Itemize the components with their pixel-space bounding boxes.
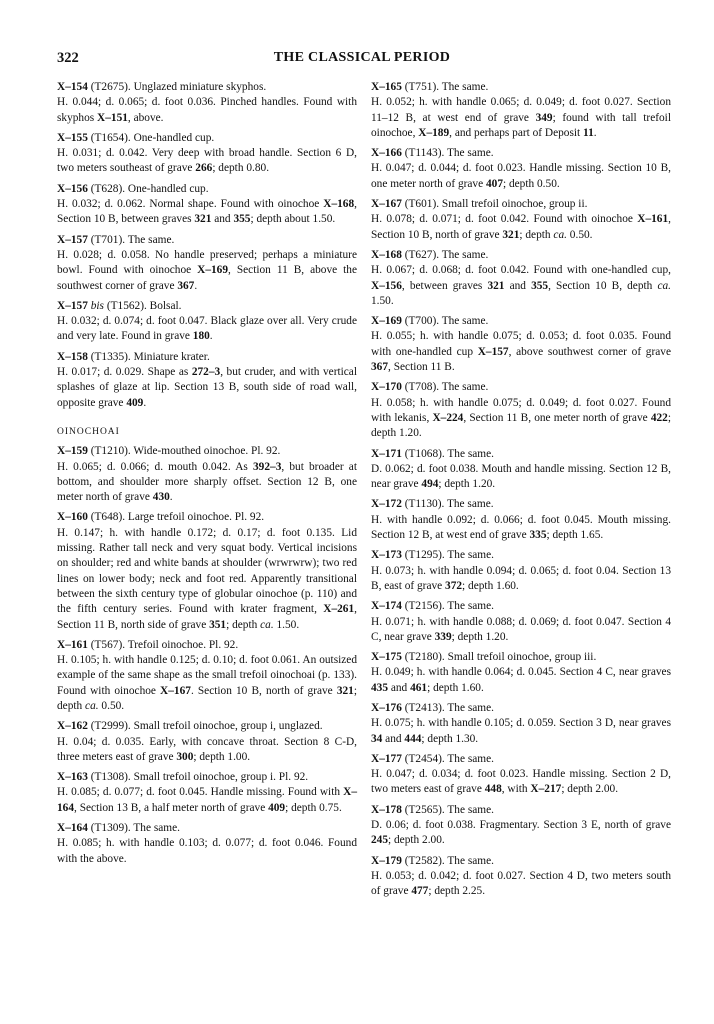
catalog-entry xyxy=(371,650,671,696)
catalog-entry xyxy=(57,638,357,714)
entry-title: X–160 (T648). Large trefoil oinochoe. Pl. 92. xyxy=(57,511,265,524)
catalog-entry xyxy=(371,752,671,798)
entry-body: H. 0.049; h. with handle 0.064; d. 0.045. Section 4 C, near graves 435 and 461; depth 1.60. xyxy=(371,666,671,694)
catalog-entry xyxy=(371,497,671,543)
catalog-entry xyxy=(57,80,357,126)
catalog-entry xyxy=(57,770,357,816)
entry-title: X–164 (T1309). The same. xyxy=(57,822,180,835)
catalog-entry xyxy=(371,248,671,309)
section-heading: OINOCHOAI xyxy=(57,426,120,437)
entry-title: X–175 (T2180). Small trefoil oinochoe, group iii. xyxy=(371,651,597,664)
entry-body: H. 0.073; h. with handle 0.094; d. 0.065; d. foot 0.04. Section 13 B, east of grave 372; depth 1.60. xyxy=(371,564,671,592)
entry-body: H. with handle 0.092; d. 0.066; d. foot 0.045. Mouth missing. Section 12 B, at west end of grave 335; depth 1.65. xyxy=(371,513,671,542)
entry-body: H. 0.105; h. with handle 0.125; d. 0.10; d. foot 0.061. An outsized example of the same shape as the small trefoil oinochoai (p. 133). Found with oinochoe X–167. Section 10 B, north of grave 321; depth ca. 0.50. xyxy=(57,654,357,712)
catalog-entry xyxy=(371,197,671,243)
entry-body: H. 0.055; h. with handle 0.075; d. 0.053; d. foot 0.035. Found with one-handled cup X–157, above southwest corner of grave 367, Section 11 B. xyxy=(371,330,671,374)
entry-title: X–158 (T1335). Miniature krater. xyxy=(57,350,210,363)
entry-body: H. 0.017; d. 0.029. Shape as 272–3, but cruder, and with vertical splashes of glaze at lip. Section 13 B, south side of road wall, opposite grave 409. xyxy=(57,366,357,409)
catalog-entry xyxy=(57,444,357,505)
catalog-entry xyxy=(57,299,357,345)
entry-body: H. 0.047; d. 0.034; d. foot 0.023. Handle missing. Section 2 D, two meters east of grave 448, with X–217; depth 2.00. xyxy=(371,768,671,796)
entry-title: X–171 (T1068). The same. xyxy=(371,447,494,460)
right-column xyxy=(371,80,671,905)
entry-title: X–177 (T2454). The same. xyxy=(371,752,494,765)
catalog-entry xyxy=(371,803,671,849)
catalog-entry xyxy=(57,233,357,294)
catalog-entry xyxy=(371,854,671,900)
left-entries-before xyxy=(57,80,357,411)
entry-body: H. 0.058; h. with handle 0.075; d. 0.049; d. foot 0.027. Found with lekanis, X–224, Section 11 B, one meter north of grave 422; depth 1.20. xyxy=(371,396,671,440)
entry-title: X–179 (T2582). The same. xyxy=(371,854,494,867)
entry-body: H. 0.031; d. 0.042. Very deep with broad handle. Section 6 D, two meters southeast of grave 266; depth 0.80. xyxy=(57,147,357,175)
entry-title: X–162 (T2999). Small trefoil oinochoe, group i, unglazed. xyxy=(57,720,323,733)
entry-body: D. 0.062; d. foot 0.038. Mouth and handle missing. Section 12 B, near grave 494; depth 1.20. xyxy=(371,462,671,491)
page-number: 322 xyxy=(57,50,79,66)
catalog-entry xyxy=(371,80,671,141)
entry-body: H. 0.067; d. 0.068; d. foot 0.042. Found with one-handled cup, X–156, between graves 321 and 355, Section 10 B, depth ca. 1.50. xyxy=(371,264,671,307)
entry-body: H. 0.053; d. 0.042; d. foot 0.027. Section 4 D, two meters south of grave 477; depth 2.25. xyxy=(371,869,671,898)
catalog-entry xyxy=(57,510,357,632)
entry-title: X–154 (T2675). Unglazed miniature skyphos. xyxy=(57,81,267,93)
catalog-entry xyxy=(371,599,671,645)
entry-title: X–168 (T627). The same. xyxy=(371,248,489,261)
catalog-entry xyxy=(57,350,357,411)
catalog-entry xyxy=(57,719,357,765)
entry-body: H. 0.085; h. with handle 0.103; d. 0.077; d. foot 0.046. Found with the above. xyxy=(57,837,357,865)
entry-body: H. 0.065; d. 0.066; d. mouth 0.042. As 392–3, but broader at bottom, and shoulder more sharply offset. Section 12 B, one meter north of grave 430. xyxy=(57,460,357,504)
entry-body: H. 0.032; d. 0.074; d. foot 0.047. Black glaze over all. Very crude and very late. Found in grave 180. xyxy=(57,315,357,343)
entry-body: D. 0.06; d. foot 0.038. Fragmentary. Section 3 E, north of grave 245; depth 2.00. xyxy=(371,819,671,847)
entry-body: H. 0.147; h. with handle 0.172; d. 0.17; d. foot 0.135. Lid missing. Rather tall neck and very squat body. Vertical incisions on shoulder; red and white bands at shoulder (wrwrwrw); two red lines on lower body; neck and foot red. Apparently transitional between the sixth century type of globular oinochoe (p. 110) and the fifth century series. Found with krater fragment, X–261, Section 11 B, north side of grave 351; depth ca. 1.50. xyxy=(57,526,357,631)
entry-title: X–167 (T601). Small trefoil oinochoe, group ii. xyxy=(371,198,588,211)
entry-body: H. 0.078; d. 0.071; d. foot 0.042. Found with oinochoe X–161, Section 10 B, north of grave 321; depth ca. 0.50. xyxy=(371,213,671,241)
catalog-entry xyxy=(371,548,671,594)
entry-title: X–161 (T567). Trefoil oinochoe. Pl. 92. xyxy=(57,638,239,651)
catalog-entry xyxy=(371,314,671,375)
entry-body: H. 0.032; d. 0.062. Normal shape. Found with oinochoe X–168, Section 10 B, between graves 321 and 355; depth about 1.50. xyxy=(57,198,357,226)
entry-body: H. 0.028; d. 0.058. No handle preserved; perhaps a miniature bowl. Found with oinochoe X–169, Section 11 B, above the southwest corner of grave 367. xyxy=(57,248,357,292)
entry-title: X–178 (T2565). The same. xyxy=(371,803,494,816)
catalog-entry xyxy=(371,146,671,192)
entry-title: X–165 (T751). The same. xyxy=(371,81,489,93)
entry-title: X–157 (T701). The same. xyxy=(57,233,175,246)
entry-body: H. 0.075; h. with handle 0.105; d. 0.059. Section 3 D, near graves 34 and 444; depth 1.30. xyxy=(371,717,671,745)
catalog-entry xyxy=(57,182,357,228)
entry-title: X–159 (T1210). Wide-mouthed oinochoe. Pl. 92. xyxy=(57,445,281,458)
entry-title: X–169 (T700). The same. xyxy=(371,315,489,328)
entry-title: X–174 (T2156). The same. xyxy=(371,600,494,613)
entry-title: X–170 (T708). The same. xyxy=(371,381,489,394)
entry-body: H. 0.04; d. 0.035. Early, with concave throat. Section 8 C-D, three meters east of grave 300; depth 1.00. xyxy=(57,735,357,763)
entry-title: X–166 (T1143). The same. xyxy=(371,147,494,160)
entry-body: H. 0.044; d. 0.065; d. foot 0.036. Pinched handles. Found with skyphos X–151, above. xyxy=(57,96,357,124)
left-column xyxy=(57,80,357,872)
left-entries-after xyxy=(57,444,357,867)
entry-title: X–163 (T1308). Small trefoil oinochoe, group i. Pl. 92. xyxy=(57,771,309,784)
entry-body: H. 0.052; h. with handle 0.065; d. 0.049; d. foot 0.027. Section 11–12 B, at west end of grave 349; found with tall trefoil oinochoe, X–189, and perhaps part of Deposit 11. xyxy=(371,96,671,139)
catalog-entry xyxy=(371,447,671,493)
entry-title: X–156 (T628). One-handled cup. xyxy=(57,182,209,195)
catalog-entry xyxy=(57,821,357,867)
entry-title: X–157 bis (T1562). Bolsal. xyxy=(57,299,182,312)
page-header xyxy=(57,50,667,70)
entry-title: X–155 (T1654). One-handled cup. xyxy=(57,131,215,144)
entry-body: H. 0.085; d. 0.077; d. foot 0.045. Handle missing. Found with X–164, Section 13 B, a half meter north of grave 409; depth 0.75. xyxy=(57,786,357,814)
entry-title: X–172 (T1130). The same. xyxy=(371,498,494,511)
entry-title: X–176 (T2413). The same. xyxy=(371,701,494,714)
catalog-entry xyxy=(371,701,671,747)
running-title: THE CLASSICAL PERIOD xyxy=(273,50,451,65)
right-entries xyxy=(371,80,671,900)
entry-body: H. 0.047; d. 0.044; d. foot 0.023. Handle missing. Section 10 B, one meter north of grave 407; depth 0.50. xyxy=(371,162,671,190)
entry-title: X–173 (T1295). The same. xyxy=(371,549,494,562)
entry-body: H. 0.071; h. with handle 0.088; d. 0.069; d. foot 0.047. Section 4 C, near grave 339; depth 1.20. xyxy=(371,615,671,643)
catalog-entry xyxy=(371,380,671,441)
catalog-entry xyxy=(57,131,357,177)
